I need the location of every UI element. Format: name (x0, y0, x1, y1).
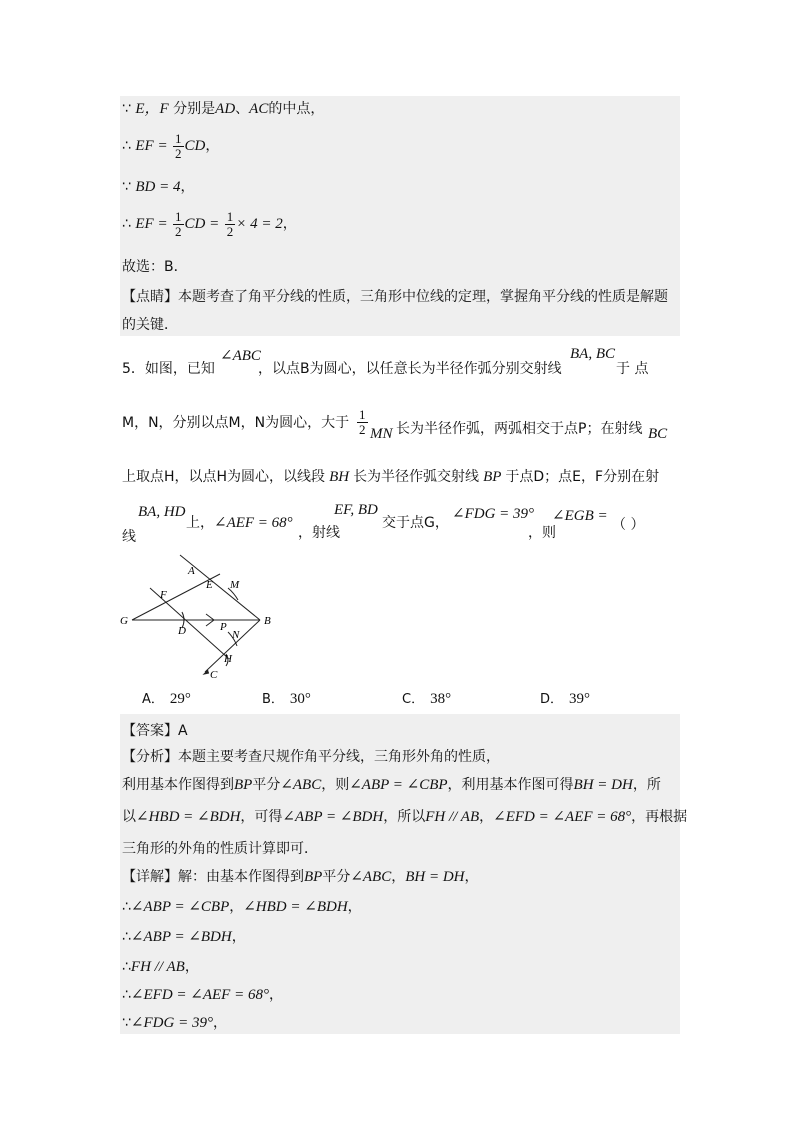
option-c[interactable]: C． 38° (402, 691, 452, 707)
analysis-line-1: 【分析】本题主要考查尺规作角平分线，三角形外角的性质， (122, 749, 500, 765)
option-b[interactable]: B． 30° (262, 691, 311, 707)
label-H: H (224, 653, 232, 665)
q5-line-1: 5．如图，已知 (122, 361, 215, 377)
q5-ba-bc: BA, BC (570, 346, 615, 362)
detail-step-2: ∴∠ABP = ∠BDH， (122, 929, 246, 945)
solution-line-2: ∴ EF = $\frac{1}{2}$ CD， (122, 130, 220, 161)
analysis-line-4: 三角形的外角的性质计算即可． (122, 841, 318, 857)
analysis-line-2: 利用基本作图得到BP平分∠ABC，则∠ABP = ∠CBP，利用基本作图可得BH = DH，所 (122, 777, 661, 793)
q5-paren: （ ） (612, 517, 645, 533)
solution-line-3: ∵ BD = 4， (122, 179, 195, 195)
label-D: D (178, 625, 186, 637)
label-A: A (188, 565, 195, 577)
geometry-figure (110, 550, 290, 685)
q5-angle-abc: ∠ABC (220, 348, 261, 364)
detail-step-5: ∵∠FDG = 39°， (122, 1015, 227, 1031)
q5-line-3: 上取点H，以点H为圆心，以线段 BH 长为半径作弧交射线 BP 于点D；点E，F分别在射 (122, 469, 660, 485)
answer-line: 【答案】A (122, 723, 188, 739)
q5-line-1b: ，以点B为圆心，以任意长为半径作弧分别交射线 (258, 361, 562, 377)
detail-step-1: ∴∠ABP = ∠CBP，∠HBD = ∠BDH， (122, 899, 362, 915)
option-a[interactable]: A． 29° (142, 691, 191, 707)
q5-ef-bd: EF, BD (334, 502, 378, 518)
q5-line-4c: ，射线 (298, 525, 340, 541)
q5-egb: ∠EGB = (552, 508, 608, 524)
q5-line-2: M，N，分别以点M，N为圆心，大于 (122, 415, 350, 431)
q5-mn: MN (370, 426, 393, 442)
q5-bc: BC (648, 426, 668, 442)
label-N: N (232, 629, 240, 641)
label-G: G (120, 615, 128, 627)
q5-half-fraction: $\frac{1}{2}$ (359, 407, 366, 437)
label-P: P (220, 621, 227, 633)
fraction: $\frac{1}{2}$ (175, 130, 182, 161)
label-C: C (210, 669, 218, 681)
q5-line-4d: 交于点G， (382, 515, 449, 531)
q5-line-1-end: 于 点 (616, 361, 649, 377)
label-E: E (206, 579, 213, 591)
q5-ba-hd: BA, HD (138, 504, 186, 520)
label-B: B (264, 615, 271, 627)
comment-line-2: 的关键． (122, 317, 178, 333)
q5-line-4e: ，则 (528, 525, 556, 541)
q5-line-4a: 线 (122, 529, 136, 545)
comment-line-1: 【点睛】本题考查了角平分线的性质，三角形中位线的定理，掌握角平分线的性质是解题 (122, 289, 668, 305)
q5-line-4b: 上，∠AEF = 68° (186, 515, 293, 531)
analysis-line-3: 以∠HBD = ∠BDH，可得∠ABP = ∠BDH，所以FH // AB，∠EFD = ∠AEF = 68°，再根据 (122, 809, 688, 825)
q5-line-2b: 长为半径作弧，两弧相交于点P；在射线 (396, 421, 643, 437)
option-d[interactable]: D． 39° (540, 691, 591, 707)
label-F: F (160, 589, 167, 601)
detail-step-3: ∴FH // AB， (122, 959, 199, 975)
solution-line-4: ∴ EF = $\frac{1}{2}$ CD = $\frac{1}{2}$ × 4 = 2， (122, 208, 297, 239)
detail-line-1: 【详解】解：由基本作图得到BP平分∠ABC，BH = DH， (122, 869, 479, 885)
choice-line: 故选：B． (122, 259, 188, 275)
q5-fdg: ∠FDG = 39° (452, 506, 535, 522)
detail-step-4: ∴∠EFD = ∠AEF = 68°， (122, 987, 283, 1003)
label-M: M (230, 579, 240, 591)
solution-line-1: ∵ E，F 分别是AD、AC的中点， (122, 101, 325, 117)
